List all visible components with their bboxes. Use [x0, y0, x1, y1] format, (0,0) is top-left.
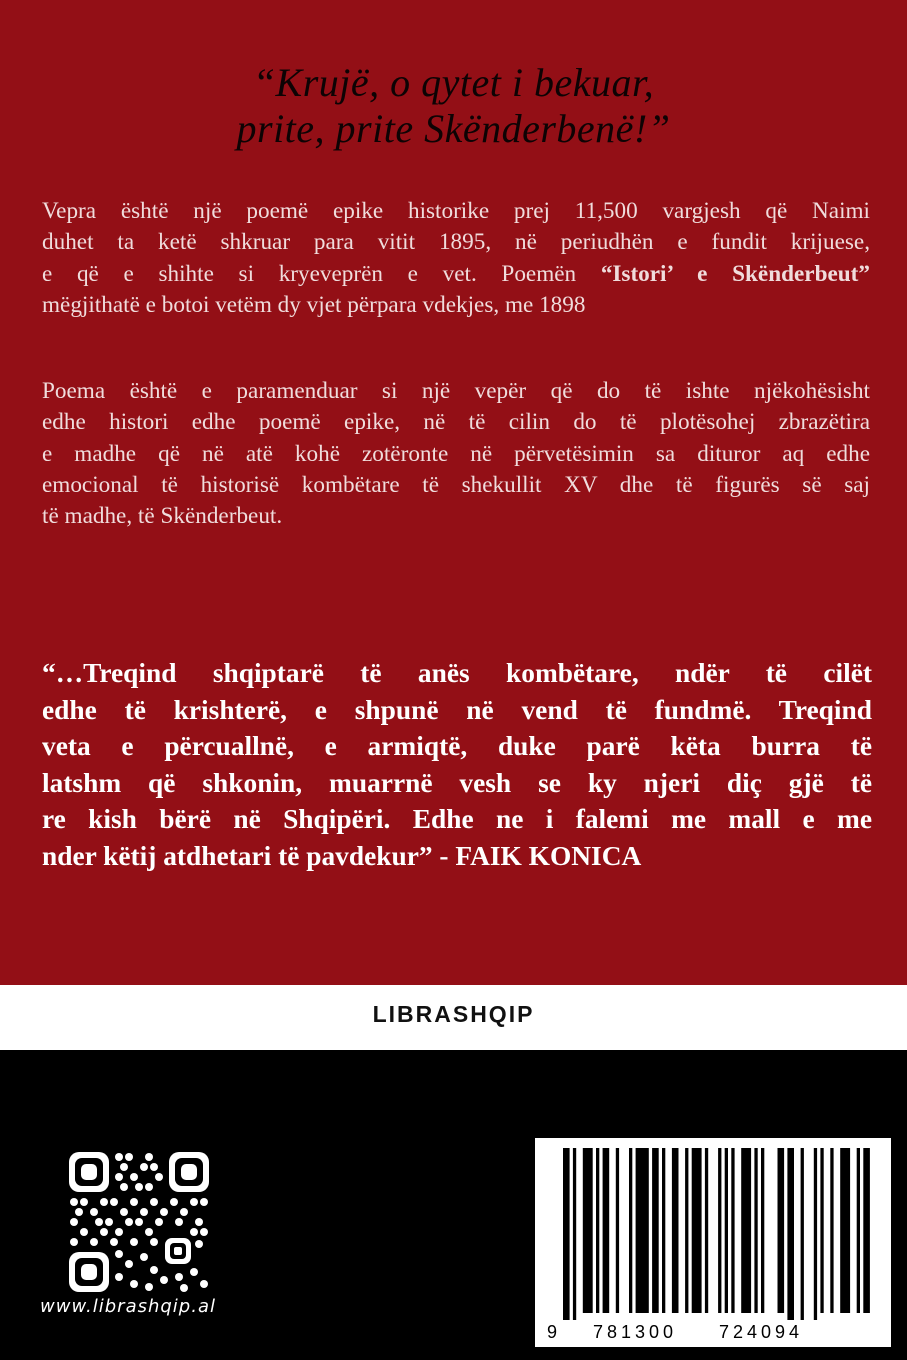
paragraph-line: e madhe që në atë kohë zotëronte në përvetësimin sa dituror aq edhe	[42, 440, 870, 467]
barcode-bar	[814, 1148, 817, 1320]
barcode-bar	[778, 1148, 785, 1313]
book-title: “Istori’ e Skënderbeut”	[600, 260, 871, 287]
isbn-barcode-icon	[535, 1138, 891, 1347]
paragraph-text: e që e shihte si kryeveprën e vet. Poemën	[42, 260, 601, 287]
barcode-bar	[636, 1148, 649, 1313]
barcode-bar	[652, 1148, 659, 1313]
epigraph-line: “Krujë, o qytet i bekuar,	[252, 60, 655, 105]
paragraph-line: mëgjithatë e botoi vetëm dy vjet përpara vdekjes, me 1898	[42, 291, 586, 318]
barcode-bar	[718, 1148, 721, 1313]
quote-line: edhe të krishterë, e shpunë në vend të fundmë. Treqind	[42, 694, 872, 725]
barcode-digit-first: 9	[547, 1322, 558, 1342]
barcode-bar	[672, 1148, 679, 1313]
website-url[interactable]: www.librashqip.al	[40, 1296, 216, 1317]
paragraph-line: duhet ta ketë shkruar para vitit 1895, në periudhën e fundit krijuese,	[42, 229, 870, 256]
barcode-digits-left: 781300	[592, 1322, 678, 1342]
konica-quote	[42, 655, 872, 875]
isbn-barcode	[535, 1138, 891, 1347]
qr-code-icon	[69, 1152, 209, 1292]
barcode-bar	[863, 1148, 870, 1313]
barcode-bar	[731, 1148, 734, 1313]
paragraph-line	[42, 259, 870, 290]
paragraph-line: Poema është e paramenduar si një vepër që do të ishte njëkohësisht	[42, 378, 870, 404]
epigraph-line: prite, prite Skënderbenë!”	[236, 106, 671, 151]
barcode-bar	[857, 1148, 860, 1313]
barcode-bar	[754, 1148, 757, 1313]
paragraph-line: edhe histori edhe poemë epike, në të cilin do të plotësohej zbrazëtira	[42, 409, 870, 436]
barcode-bar	[629, 1148, 632, 1313]
barcode-bar	[761, 1148, 764, 1313]
barcode-bar	[563, 1148, 570, 1320]
barcode-bar	[725, 1148, 728, 1313]
barcode-bar	[685, 1148, 688, 1313]
epigraph-quote	[0, 60, 907, 152]
barcode-bar	[801, 1148, 804, 1320]
publisher-logo: LIBRASHQIP	[372, 1001, 535, 1027]
barcode-bar	[787, 1148, 794, 1320]
barcode-bar	[573, 1148, 576, 1320]
barcode-bar	[583, 1148, 593, 1313]
quote-line: “…Treqind shqiptarë të anës kombëtare, ndër të cilët	[42, 658, 872, 688]
paragraph-line: Vepra është një poemë epike historike prej 11,500 vargjesh që Naimi	[42, 198, 870, 224]
description-paragraph-2	[42, 376, 870, 532]
barcode-bar	[692, 1148, 702, 1313]
barcode-bar	[662, 1148, 665, 1313]
barcode-bar	[616, 1148, 619, 1313]
quote-line: re kish bërë në Shqipëri. Edhe ne i falemi me mall e me	[42, 804, 872, 835]
paragraph-line: emocional të historisë kombëtare të shekullit XV dhe të figurës së saj	[42, 471, 870, 498]
quote-line: nder këtij atdhetari të pavdekur” - FAIK KONICA	[42, 840, 642, 871]
paragraph-line: të madhe, të Skënderbeut.	[42, 503, 283, 530]
barcode-bar	[603, 1148, 610, 1313]
description-paragraph-1	[42, 196, 870, 321]
quote-line: latshm që shkonin, muarrnë vesh se ky njeri diç gjë të	[42, 767, 872, 798]
barcode-bar	[596, 1148, 599, 1313]
quote-line: veta e përcuallnë, e armiqtë, duke parë këta burra të	[42, 731, 872, 762]
barcode-bar	[820, 1148, 823, 1313]
barcode-bar	[705, 1148, 708, 1313]
barcode-digits-right: 724094	[718, 1322, 804, 1342]
barcode-bar	[840, 1148, 850, 1313]
barcode-bar	[741, 1148, 751, 1313]
barcode-bar	[830, 1148, 833, 1313]
